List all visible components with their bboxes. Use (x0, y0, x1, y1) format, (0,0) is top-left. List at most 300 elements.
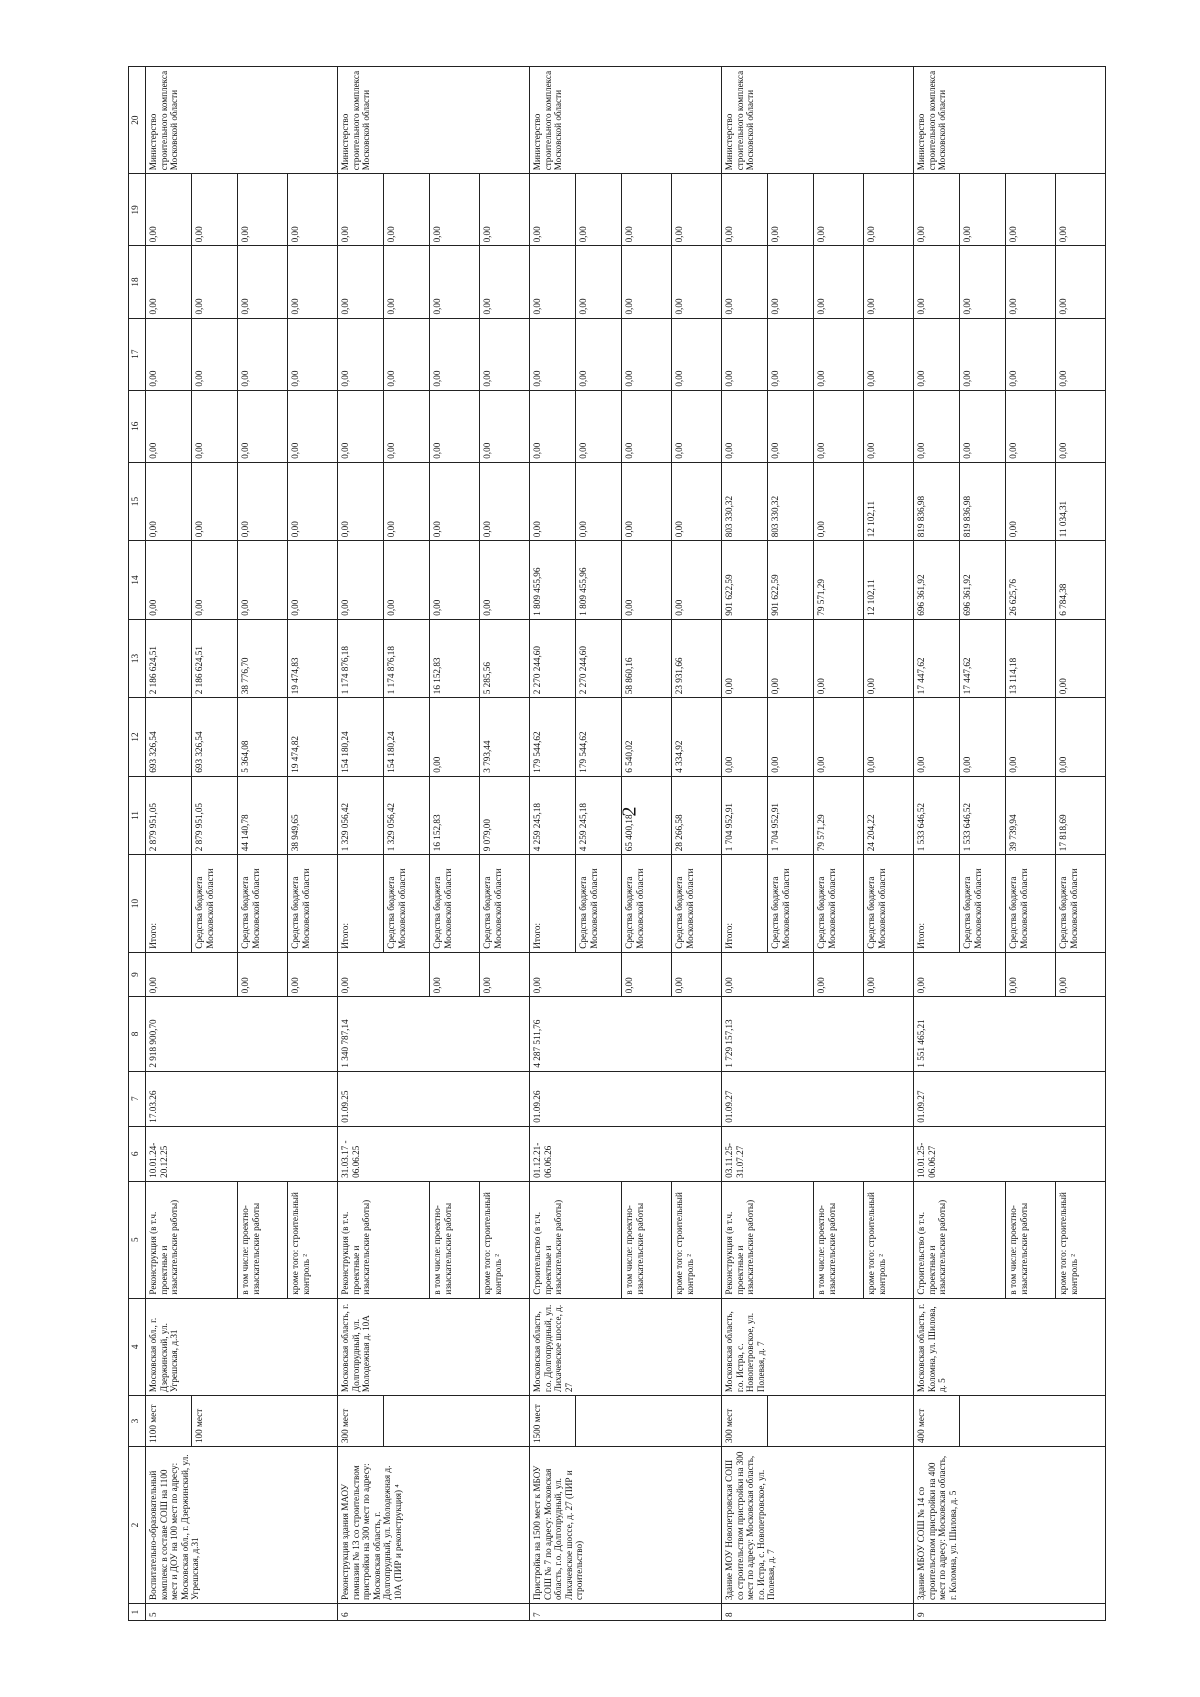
value-col15: 803 330,32 (768, 462, 814, 540)
funding-source: Средства бюджета Московской области (430, 855, 480, 953)
value-col15: 0,00 (530, 462, 576, 540)
value-col12: 5 364,08 (238, 698, 288, 776)
column-number-13: 13 (129, 619, 146, 697)
object-number: 5 (146, 1604, 338, 1621)
responsible-org: Министерство строительного комплекса Московской области (914, 67, 1106, 174)
value-col19: 0,00 (914, 174, 960, 246)
value-col16: 0,00 (622, 390, 672, 462)
value-col12: 0,00 (914, 698, 960, 776)
value-col16: 0,00 (672, 390, 722, 462)
value-col13: 17 447,62 (914, 619, 960, 697)
column-number-11: 11 (129, 776, 146, 854)
column-number-15: 15 (129, 462, 146, 540)
investment-table (128, 66, 1106, 1621)
value-col19: 0,00 (238, 174, 288, 246)
value-col16: 0,00 (430, 390, 480, 462)
work-type: в том числе: проектно-изыскательские работы (814, 1181, 864, 1298)
value-col18: 0,00 (146, 246, 192, 318)
value-col13: 13 114,18 (1006, 619, 1056, 697)
value-col9: 0,00 (1006, 952, 1056, 997)
value-col11: 9 079,00 (480, 776, 530, 854)
object-capacity: 300 мест (338, 1396, 384, 1447)
object-name: Воспитательно-образовательный комплекс в составе СОШ на 1100 мест и ДОУ на 100 мест по адресу: Московская обл., г. Дзержинский, ул. Угрешская, д.31 (146, 1447, 338, 1604)
object-number: 9 (914, 1604, 1106, 1621)
funding-source: Итого: (722, 855, 768, 953)
value-col11: 79 571,29 (814, 776, 864, 854)
funding-source: Средства бюджета Московской области (622, 855, 672, 953)
value-col18: 0,00 (238, 246, 288, 318)
value-col13: 0,00 (814, 619, 864, 697)
value-col16: 0,00 (1006, 390, 1056, 462)
value-col17: 0,00 (1056, 318, 1106, 390)
value-col18: 0,00 (914, 246, 960, 318)
value-col18: 0,00 (1006, 246, 1056, 318)
work-type: Реконструкция (в т.ч. проектные и изыскательские работы) (146, 1181, 238, 1298)
value-col13: 58 860,16 (622, 619, 672, 697)
column-number-17: 17 (129, 318, 146, 390)
column-number-3: 3 (129, 1396, 146, 1447)
value-col19: 0,00 (288, 174, 338, 246)
value-col11: 44 140,78 (238, 776, 288, 854)
object-capacity: 400 мест (914, 1396, 960, 1447)
value-col11: 28 266,58 (672, 776, 722, 854)
commission-date: 01.09.27 (914, 1071, 1106, 1126)
object-name: Реконструкция здания МАОУ гимназии № 13 со строительством пристройки на 300 мест по адресу: Московская область, г. Долгопрудный, ул. Молодежная д. 10А (ПИР и реконструкция) ⁴ (338, 1447, 530, 1604)
value-col13: 1 174 876,18 (338, 619, 384, 697)
value-col11: 39 739,94 (1006, 776, 1056, 854)
value-col15: 0,00 (622, 462, 672, 540)
table-row (530, 67, 576, 1621)
object-name: Пристройка на 1500 мест к МБОУ СОШ № 7 по адресу: Московская область, г.о. Долгопрудный, ул. Лихачевское шоссе, д. 27 (ПИР и строительство) (530, 1447, 722, 1604)
value-col17: 0,00 (338, 318, 384, 390)
responsible-org: Министерство строительного комплекса Московской области (722, 67, 914, 174)
value-col14: 0,00 (480, 541, 530, 619)
value-col18: 0,00 (722, 246, 768, 318)
value-col13: 23 931,66 (672, 619, 722, 697)
funding-source: Итого: (530, 855, 576, 953)
value-col15: 819 836,98 (914, 462, 960, 540)
work-period: 10.01.24-20.12.25 (146, 1126, 338, 1181)
value-col17: 0,00 (864, 318, 914, 390)
column-number-12: 12 (129, 698, 146, 776)
value-col9: 0,00 (914, 952, 1006, 997)
value-col19: 0,00 (768, 174, 814, 246)
value-col12: 3 793,44 (480, 698, 530, 776)
table-area (128, 66, 1079, 1621)
value-col17: 0,00 (146, 318, 192, 390)
work-type: Строительство (в т.ч. проектные и изыскательские работы) (530, 1181, 622, 1298)
value-col11: 24 204,22 (864, 776, 914, 854)
value-col15: 0,00 (814, 462, 864, 540)
funding-source: Средства бюджета Московской области (238, 855, 288, 953)
value-col12: 0,00 (814, 698, 864, 776)
column-number-20: 20 (129, 67, 146, 174)
value-col18: 0,00 (480, 246, 530, 318)
rotated-table-wrapper (128, 66, 1079, 1621)
value-col12: 0,00 (960, 698, 1006, 776)
value-col18: 0,00 (814, 246, 864, 318)
value-col18: 0,00 (864, 246, 914, 318)
value-col17: 0,00 (814, 318, 864, 390)
value-col18: 0,00 (530, 246, 576, 318)
value-col11: 1 704 952,91 (768, 776, 814, 854)
value-col18: 0,00 (622, 246, 672, 318)
value-col16: 0,00 (192, 390, 238, 462)
work-type: в том числе: проектно-изыскательские работы (430, 1181, 480, 1298)
value-col17: 0,00 (192, 318, 238, 390)
value-col14: 1 809 455,96 (530, 541, 576, 619)
value-col12: 179 544,62 (530, 698, 576, 776)
value-col13: 2 270 244,60 (530, 619, 576, 697)
value-col12: 693 326,54 (192, 698, 238, 776)
column-number-2: 2 (129, 1447, 146, 1604)
value-col12: 693 326,54 (146, 698, 192, 776)
value-col17: 0,00 (672, 318, 722, 390)
value-col15: 0,00 (384, 462, 430, 540)
value-col19: 0,00 (480, 174, 530, 246)
value-col9: 0,00 (814, 952, 864, 997)
value-col12: 19 474,82 (288, 698, 338, 776)
value-col11: 2 879 951,05 (192, 776, 238, 854)
value-col12: 154 180,24 (338, 698, 384, 776)
value-col13: 0,00 (768, 619, 814, 697)
table-row (722, 67, 768, 1621)
total-cost: 1 729 157,13 (722, 997, 914, 1071)
value-col9: 0,00 (1056, 952, 1106, 997)
column-number-1: 1 (129, 1604, 146, 1621)
value-col19: 0,00 (1056, 174, 1106, 246)
value-col13: 0,00 (1056, 619, 1106, 697)
value-col15: 0,00 (1006, 462, 1056, 540)
value-col16: 0,00 (1056, 390, 1106, 462)
funding-source: Средства бюджета Московской области (814, 855, 864, 953)
value-col15: 0,00 (288, 462, 338, 540)
work-type: Строительство (в т.ч. проектные и изыскательские работы) (914, 1181, 1006, 1298)
value-col11: 1 533 646,52 (914, 776, 960, 854)
column-number-16: 16 (129, 390, 146, 462)
value-col17: 0,00 (530, 318, 576, 390)
funding-source: Средства бюджета Московской области (672, 855, 722, 953)
column-number-7: 7 (129, 1071, 146, 1126)
value-col11: 1 533 646,52 (960, 776, 1006, 854)
value-col17: 0,00 (238, 318, 288, 390)
column-number-6: 6 (129, 1126, 146, 1181)
commission-date: 01.09.26 (530, 1071, 722, 1126)
value-col17: 0,00 (430, 318, 480, 390)
value-col18: 0,00 (384, 246, 430, 318)
column-number-8: 8 (129, 997, 146, 1071)
value-col16: 0,00 (576, 390, 622, 462)
value-col16: 0,00 (768, 390, 814, 462)
value-col19: 0,00 (384, 174, 430, 246)
value-col15: 803 330,32 (722, 462, 768, 540)
value-col15: 0,00 (576, 462, 622, 540)
value-col14: 0,00 (146, 541, 192, 619)
column-number-9: 9 (129, 952, 146, 997)
object-address: Московская область, г. Коломна, ул. Шилова, д. 5 (914, 1298, 1106, 1396)
value-col12: 0,00 (1006, 698, 1056, 776)
value-col19: 0,00 (430, 174, 480, 246)
value-col11: 1 704 952,91 (722, 776, 768, 854)
object-capacity-extra: 100 мест (192, 1396, 338, 1447)
value-col12: 0,00 (1056, 698, 1106, 776)
value-col17: 0,00 (480, 318, 530, 390)
value-col13: 1 174 876,18 (384, 619, 430, 697)
column-number-19: 19 (129, 174, 146, 246)
value-col12: 0,00 (864, 698, 914, 776)
value-col13: 5 285,56 (480, 619, 530, 697)
value-col16: 0,00 (146, 390, 192, 462)
value-col14: 0,00 (238, 541, 288, 619)
value-col14: 6 784,38 (1056, 541, 1106, 619)
value-col13: 16 152,83 (430, 619, 480, 697)
value-col16: 0,00 (722, 390, 768, 462)
object-capacity-extra (960, 1396, 1106, 1447)
funding-source: Средства бюджета Московской области (576, 855, 622, 953)
table-row (146, 67, 192, 1621)
value-col12: 0,00 (430, 698, 480, 776)
column-number-18: 18 (129, 246, 146, 318)
work-type: в том числе: проектно-изыскательские работы (238, 1181, 288, 1298)
value-col15: 0,00 (672, 462, 722, 540)
value-col17: 0,00 (576, 318, 622, 390)
value-col18: 0,00 (672, 246, 722, 318)
object-address: Московская область, г.о. Долгопрудный, ул. Лихачевское шоссе, д. 27 (530, 1298, 722, 1396)
column-number-10: 10 (129, 855, 146, 953)
work-type: кроме того: строительный контроль ² (288, 1181, 338, 1298)
value-col19: 0,00 (960, 174, 1006, 246)
value-col18: 0,00 (1056, 246, 1106, 318)
value-col12: 154 180,24 (384, 698, 430, 776)
value-col16: 0,00 (814, 390, 864, 462)
responsible-org: Министерство строительного комплекса Московской области (338, 67, 530, 174)
value-col19: 0,00 (814, 174, 864, 246)
value-col19: 0,00 (864, 174, 914, 246)
value-col18: 0,00 (768, 246, 814, 318)
value-col13: 0,00 (864, 619, 914, 697)
value-col11: 17 818,69 (1056, 776, 1106, 854)
value-col11: 4 259 245,18 (530, 776, 576, 854)
value-col16: 0,00 (960, 390, 1006, 462)
column-number-row (129, 67, 146, 1621)
object-address: Московская область, г.о. Истра, с. Новопетровское, ул. Полевая, д. 7 (722, 1298, 914, 1396)
value-col19: 0,00 (722, 174, 768, 246)
value-col13: 0,00 (722, 619, 768, 697)
work-period: 03.11.25-31.07.27 (722, 1126, 914, 1181)
value-col14: 0,00 (622, 541, 672, 619)
value-col17: 0,00 (768, 318, 814, 390)
value-col12: 179 544,62 (576, 698, 622, 776)
value-col18: 0,00 (960, 246, 1006, 318)
value-col9: 0,00 (430, 952, 480, 997)
value-col9: 0,00 (338, 952, 430, 997)
work-type: кроме того: строительный контроль ² (672, 1181, 722, 1298)
value-col12: 6 540,02 (622, 698, 672, 776)
total-cost: 4 287 511,76 (530, 997, 722, 1071)
responsible-org: Министерство строительного комплекса Московской области (530, 67, 722, 174)
value-col14: 0,00 (384, 541, 430, 619)
work-type: кроме того: строительный контроль ² (1056, 1181, 1106, 1298)
commission-date: 01.09.27 (722, 1071, 914, 1126)
value-col11: 2 879 951,05 (146, 776, 192, 854)
funding-source: Итого: (338, 855, 384, 953)
object-address: Московская область, г. Долгопрудный, ул. Молодежная д. 10А (338, 1298, 530, 1396)
value-col16: 0,00 (530, 390, 576, 462)
value-col17: 0,00 (722, 318, 768, 390)
value-col11: 16 152,83 (430, 776, 480, 854)
value-col17: 0,00 (960, 318, 1006, 390)
value-col15: 0,00 (146, 462, 192, 540)
value-col16: 0,00 (288, 390, 338, 462)
funding-source: Итого: (914, 855, 960, 953)
object-name: Здание МОУ Новопетровская СОШ со строительством пристройки на 300 мест по адресу: Московская область, г.о. Истра, с. Новопетровское, ул. Полевая, д. 7 (722, 1447, 914, 1604)
value-col9: 0,00 (622, 952, 672, 997)
value-col18: 0,00 (338, 246, 384, 318)
object-name: Здание МБОУ СОШ № 14 со строительством пристройки на 400 мест по адресу: Московская область, г. Коломна, ул. Шилова, д. 5 (914, 1447, 1106, 1604)
value-col11: 4 259 245,18 (576, 776, 622, 854)
work-type: Реконструкция (в т.ч. проектные и изыскательские работы) (338, 1181, 430, 1298)
value-col11: 65 400,18 (622, 776, 672, 854)
value-col15: 0,00 (430, 462, 480, 540)
value-col15: 0,00 (192, 462, 238, 540)
value-col14: 26 625,76 (1006, 541, 1056, 619)
value-col14: 1 809 455,96 (576, 541, 622, 619)
value-col13: 17 447,62 (960, 619, 1006, 697)
value-col13: 38 776,70 (238, 619, 288, 697)
value-col16: 0,00 (338, 390, 384, 462)
funding-source: Средства бюджета Московской области (384, 855, 430, 953)
value-col17: 0,00 (914, 318, 960, 390)
value-col15: 12 102,11 (864, 462, 914, 540)
funding-source: Средства бюджета Московской области (768, 855, 814, 953)
value-col13: 19 474,83 (288, 619, 338, 697)
value-col9: 0,00 (238, 952, 288, 997)
value-col12: 0,00 (722, 698, 768, 776)
object-capacity: 300 мест (722, 1396, 768, 1447)
value-col14: 696 361,92 (960, 541, 1006, 619)
responsible-org: Министерство строительного комплекса Московской области (146, 67, 338, 174)
value-col14: 0,00 (338, 541, 384, 619)
value-col17: 0,00 (288, 318, 338, 390)
funding-source: Средства бюджета Московской области (192, 855, 238, 953)
work-type: в том числе: проектно-изыскательские работы (622, 1181, 672, 1298)
total-cost: 1 551 465,21 (914, 997, 1106, 1071)
value-col15: 0,00 (238, 462, 288, 540)
column-number-5: 5 (129, 1181, 146, 1298)
value-col15: 0,00 (338, 462, 384, 540)
object-capacity: 1100 мест (146, 1396, 192, 1447)
value-col19: 0,00 (192, 174, 238, 246)
value-col11: 1 329 056,42 (384, 776, 430, 854)
value-col9: 0,00 (530, 952, 622, 997)
value-col9: 0,00 (722, 952, 814, 997)
object-capacity-extra (768, 1396, 914, 1447)
work-type: кроме того: строительный контроль ² (864, 1181, 914, 1298)
funding-source: Итого: (146, 855, 192, 953)
work-type: в том числе: проектно-изыскательские работы (1006, 1181, 1056, 1298)
value-col9: 0,00 (864, 952, 914, 997)
work-period: 31.03.17 - 06.06.25 (338, 1126, 530, 1181)
funding-source: Средства бюджета Московской области (960, 855, 1006, 953)
value-col16: 0,00 (864, 390, 914, 462)
value-col12: 4 334,92 (672, 698, 722, 776)
value-col14: 901 622,59 (722, 541, 768, 619)
value-col14: 696 361,92 (914, 541, 960, 619)
funding-source: Средства бюджета Московской области (1056, 855, 1106, 953)
table-row (338, 67, 384, 1621)
value-col9: 0,00 (146, 952, 238, 997)
object-number: 6 (338, 1604, 530, 1621)
work-period: 10.01.25-06.06.27 (914, 1126, 1106, 1181)
work-type: кроме того: строительный контроль ² (480, 1181, 530, 1298)
value-col19: 0,00 (622, 174, 672, 246)
object-number: 8 (722, 1604, 914, 1621)
value-col14: 0,00 (672, 541, 722, 619)
value-col18: 0,00 (192, 246, 238, 318)
work-period: 01.12.21-06.06.26 (530, 1126, 722, 1181)
value-col14: 0,00 (430, 541, 480, 619)
column-number-4: 4 (129, 1298, 146, 1396)
funding-source: Средства бюджета Московской области (1006, 855, 1056, 953)
total-cost: 1 340 787,14 (338, 997, 530, 1071)
page-number: 2 (618, 806, 641, 817)
column-number-14: 14 (129, 541, 146, 619)
funding-source: Средства бюджета Московской области (864, 855, 914, 953)
value-col11: 1 329 056,42 (338, 776, 384, 854)
value-col19: 0,00 (338, 174, 384, 246)
value-col19: 0,00 (146, 174, 192, 246)
funding-source: Средства бюджета Московской области (288, 855, 338, 953)
object-capacity-extra (576, 1396, 722, 1447)
value-col14: 12 102,11 (864, 541, 914, 619)
value-col16: 0,00 (384, 390, 430, 462)
value-col17: 0,00 (384, 318, 430, 390)
value-col19: 0,00 (672, 174, 722, 246)
funding-source: Средства бюджета Московской области (480, 855, 530, 953)
value-col17: 0,00 (1006, 318, 1056, 390)
value-col16: 0,00 (238, 390, 288, 462)
value-col18: 0,00 (288, 246, 338, 318)
object-capacity-extra (384, 1396, 530, 1447)
value-col19: 0,00 (530, 174, 576, 246)
total-cost: 2 918 900,70 (146, 997, 338, 1071)
value-col15: 11 034,31 (1056, 462, 1106, 540)
value-col14: 0,00 (288, 541, 338, 619)
value-col18: 0,00 (430, 246, 480, 318)
value-col13: 2 270 244,60 (576, 619, 622, 697)
value-col13: 2 186 624,51 (192, 619, 238, 697)
work-type: Реконструкция (в т.ч. проектные и изыскательские работы) (722, 1181, 814, 1298)
value-col12: 0,00 (768, 698, 814, 776)
value-col17: 0,00 (622, 318, 672, 390)
object-capacity: 1500 мест (530, 1396, 576, 1447)
value-col15: 819 836,98 (960, 462, 1006, 540)
object-address: Московская обл., г. Дзержинский, ул. Угрешская, д.31 (146, 1298, 338, 1396)
value-col19: 0,00 (576, 174, 622, 246)
commission-date: 01.09.25 (338, 1071, 530, 1126)
commission-date: 17.03.26 (146, 1071, 338, 1126)
value-col14: 901 622,59 (768, 541, 814, 619)
value-col16: 0,00 (480, 390, 530, 462)
value-col13: 2 186 624,51 (146, 619, 192, 697)
value-col14: 0,00 (192, 541, 238, 619)
value-col16: 0,00 (914, 390, 960, 462)
value-col9: 0,00 (480, 952, 530, 997)
value-col15: 0,00 (480, 462, 530, 540)
value-col19: 0,00 (1006, 174, 1056, 246)
value-col9: 0,00 (288, 952, 338, 997)
table-row (914, 67, 960, 1621)
